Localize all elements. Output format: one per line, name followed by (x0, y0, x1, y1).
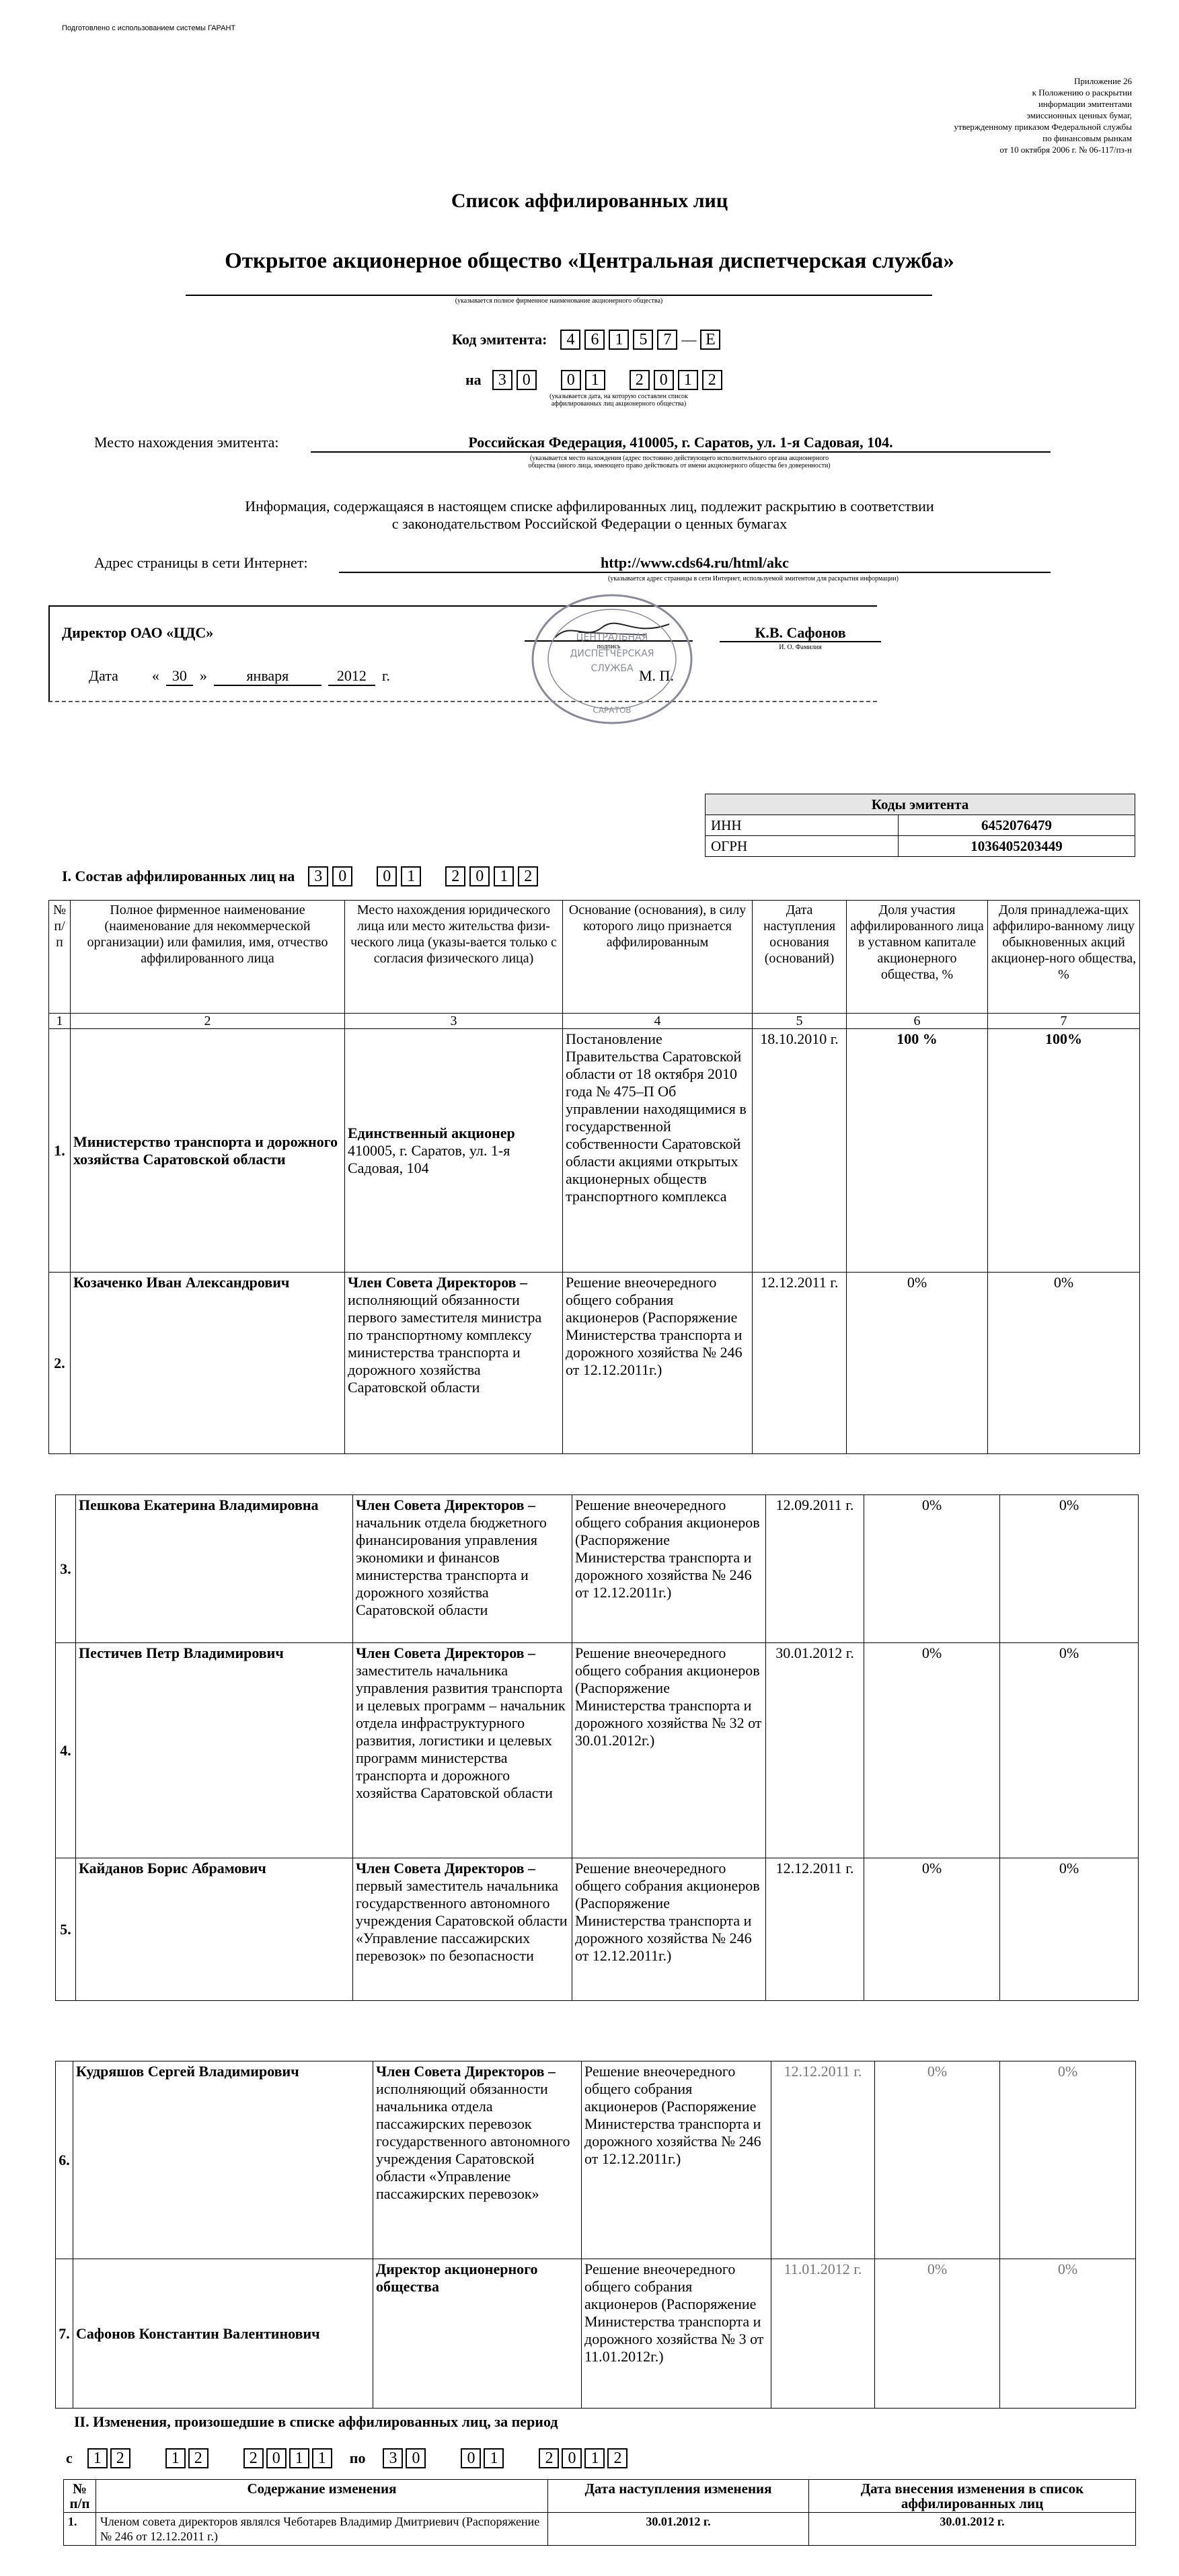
column-number-row (49, 1014, 1140, 1029)
seal-text: ДИСПЕТЧЕРСКАЯ (570, 648, 654, 659)
appendix-line: информации эмитентами (1038, 99, 1132, 109)
affiliate-date: 12.12.2011 г. (766, 1858, 864, 2001)
affiliate-place: заместитель начальника управления развития транспорта и целевых программ – начальник отдела инфраструктурного развития, логистики и целевых программ министерства транспорта и дорожного хозяйства Саратовской области (356, 1662, 566, 1801)
affiliate-place-cell (353, 1858, 572, 2001)
change-entry-date: 30.01.2012 г. (809, 2513, 1136, 2546)
affiliate-place: начальник отдела бюджетного финансирования управления экономики и финансов министерства транспорта и дорожного хозяйства Саратовской области (356, 1514, 547, 1618)
col-number: 7 (988, 1014, 1140, 1029)
affiliate-stock: 100% (988, 1029, 1140, 1273)
affiliate-stock: 0% (1000, 1643, 1139, 1858)
appendix-line: эмиссионных ценных бумаг, (1026, 110, 1132, 120)
col-number: 5 (753, 1014, 847, 1029)
location-value: Российская Федерация, 410005, г. Саратов, ул. 1-я Садовая, 104. (311, 434, 1051, 453)
company-name-caption: (указывается полное фирменное наименование акционерного общества) (455, 297, 663, 305)
date-digit: 2 (445, 866, 465, 886)
date-digit: 1 (165, 2448, 186, 2468)
affiliate-date: 11.01.2012 г. (771, 2259, 875, 2409)
affiliate-place-cell (345, 1273, 563, 1454)
code-value: 6452076479 (899, 815, 1135, 836)
date-digit: 1 (678, 370, 698, 390)
affiliate-share: 0% (864, 1495, 1000, 1643)
section1-heading (62, 866, 538, 886)
issuer-code (452, 330, 720, 350)
date-digit: 2 (702, 370, 722, 390)
affiliate-role: Директор акционерного общества (376, 2261, 538, 2295)
code-digit: 5 (633, 330, 653, 350)
date-digit: 0 (406, 2448, 426, 2468)
date-digit: 0 (561, 370, 581, 390)
date-digit: 3 (383, 2448, 403, 2468)
col-number: 4 (563, 1014, 753, 1029)
col-header: Доля принадлежа-щих аффилиро-ванному лицу обыкновенных акций акционер-ного общества, % (988, 901, 1140, 1014)
date-digit: 1 (484, 2448, 504, 2468)
appendix-line: утвержденному приказом Федеральной службы (954, 122, 1132, 132)
location-label: Место нахождения эмитента: (94, 434, 279, 451)
col-header: Основание (основания), в силу которого лицо признается аффилированным (563, 901, 753, 1014)
changes-col-header: № п/п (64, 2480, 96, 2513)
col-number: 3 (345, 1014, 563, 1029)
period-from-label: с (66, 2450, 73, 2466)
affiliate-name: Пестичев Петр Владимирович (76, 1643, 353, 1858)
code-digit: 4 (560, 330, 580, 350)
affiliate-share: 0% (847, 1273, 988, 1454)
date-digit: 2 (518, 866, 538, 886)
affiliate-date: 12.12.2011 г. (753, 1273, 847, 1454)
date-digit: 0 (469, 866, 490, 886)
date-year: 2012 (328, 667, 375, 686)
change-date: 30.01.2012 г. (548, 2513, 809, 2546)
date-digit: 1 (585, 370, 605, 390)
affiliate-stock: 0% (1000, 2259, 1136, 2409)
changes-col-header: Дата наступления изменения (548, 2480, 809, 2513)
disclosure-line: с законодательством Российской Федерации о ценных бумагах (391, 515, 788, 532)
disclosure-line: Информация, содержащаяся в настоящем списке аффилированных лиц, подлежит раскрытию в соответствии (245, 498, 934, 515)
codes-row (706, 836, 1135, 857)
as-of-date (465, 370, 722, 390)
code-name: ОГРН (706, 836, 899, 857)
date-digit: 2 (110, 2448, 130, 2468)
affiliate-place-cell (373, 2061, 582, 2259)
seal-text: САРАТОВ (593, 706, 632, 715)
code-digit: 1 (609, 330, 629, 350)
code-dash: — (681, 331, 697, 348)
section2-title: II. Изменения, произошедшие в списке аффилированных лиц, за период (74, 2413, 558, 2430)
code-digit: 6 (584, 330, 605, 350)
col-header: Место нахождения юридического лица или место жительства физи-ческого лица (указы-вается только с согласия физического лица) (345, 901, 563, 1014)
col-header: Дата наступления основания (оснований) (753, 901, 847, 1014)
affiliate-share: 0% (864, 1858, 1000, 2001)
as-of-label: на (465, 371, 482, 388)
affiliate-stock: 0% (1000, 2061, 1136, 2259)
row-number: 1. (49, 1029, 71, 1273)
affiliate-role: Член Совета Директоров – (356, 1860, 536, 1877)
affiliate-date: 18.10.2010 г. (753, 1029, 847, 1273)
signature-date (89, 667, 390, 686)
row-number: 6. (56, 2061, 73, 2259)
appendix-line: от 10 октября 2006 г. № 06-117/пз-н (999, 145, 1132, 155)
table-row (56, 2259, 1136, 2409)
row-number: 2. (49, 1273, 71, 1454)
table-row (56, 1643, 1139, 1858)
website-caption: (указывается адрес страницы в сети Интернет, используемой эмитентом для раскрытия информации) (608, 575, 899, 582)
table-row (56, 2061, 1136, 2259)
row-number: 7. (56, 2259, 73, 2409)
company-seal-icon (511, 592, 713, 726)
signer-name: К.В. Сафонов (755, 624, 846, 641)
changes-table (63, 2479, 1136, 2546)
table-row (49, 1273, 1140, 1454)
disclosure-note (0, 498, 1179, 533)
as-of-caption-line: аффилированных лиц акционерного общества) (551, 400, 687, 408)
code-digit: 7 (657, 330, 677, 350)
affiliates-table-part2 (55, 1494, 1139, 2001)
issuer-codes-table (705, 794, 1135, 857)
code-name: ИНН (706, 815, 899, 836)
affiliate-basis: Решение внеочередного общего собрания акционеров (Распоряжение Министерства транспорта и дорожного хозяйства № 246 от 12.12.2011г.) (582, 2061, 771, 2259)
affiliate-name: Пешкова Екатерина Владимировна (76, 1495, 353, 1643)
date-digit: 0 (562, 2448, 582, 2468)
date-quote-open: « (151, 667, 159, 684)
affiliate-place: 410005, г. Саратов, ул. 1-я Садовая, 104 (348, 1141, 510, 1176)
location-caption (404, 455, 955, 469)
date-label: Дата (89, 667, 118, 684)
changes-header-row (64, 2480, 1136, 2513)
date-digit: 2 (243, 2448, 264, 2468)
affiliate-stock: 0% (1000, 1495, 1139, 1643)
signature-caption: подпись (597, 643, 621, 650)
affiliate-place-cell (353, 1643, 572, 1858)
date-digit: 2 (539, 2448, 559, 2468)
appendix-line: к Положению о раскрытии (1032, 87, 1132, 98)
location-caption-line: (указывается место нахождения (адрес постоянно действующего исполнительного органа акционерного (529, 455, 829, 462)
affiliate-stock: 0% (1000, 1858, 1139, 2001)
code-value: 1036405203449 (899, 836, 1135, 857)
affiliate-place: исполняющий обязанности первого заместителя министра по транспортному комплексу министерства транспорта и дорожного хозяйства Саратовской области (348, 1291, 542, 1396)
affiliate-name: Сафонов Константин Валентинович (73, 2259, 373, 2409)
section1-title: I. Состав аффилированных лиц на (62, 868, 295, 884)
seal-text: ЦЕНТРАЛЬНАЯ (576, 632, 648, 643)
appendix-line: по финансовым рынкам (1042, 133, 1132, 143)
date-digit: 1 (584, 2448, 605, 2468)
website-value[interactable]: http://www.cds64.ru/html/akc (339, 554, 1051, 573)
date-digit: 2 (188, 2448, 208, 2468)
date-digit: 0 (332, 866, 352, 886)
table-row (49, 1029, 1140, 1273)
affiliate-share: 0% (875, 2259, 1000, 2409)
codes-header: Коды эмитента (706, 794, 1135, 815)
location-caption-line: общества (иного лица, имеющего право действовать от имени акционерного общества без доверенности) (528, 462, 831, 469)
affiliate-role: Член Совета Директоров – (356, 1644, 536, 1661)
date-digit: 0 (266, 2448, 287, 2468)
affiliate-name: Кайданов Борис Абрамович (76, 1858, 353, 2001)
appendix-line: Приложение 26 (1073, 76, 1132, 86)
affiliate-stock: 0% (988, 1273, 1140, 1454)
date-digit: 0 (377, 866, 397, 886)
affiliate-basis: Решение внеочередного общего собрания акционеров (Распоряжение Министерства транспорта и дорожного хозяйства № 32 от 30.01.2012г.) (572, 1643, 766, 1858)
change-content: Членом совета директоров являлся Чеботарев Владимир Дмитриевич (Распоряжение № 246 от 12.12.2011 г.) (96, 2513, 548, 2546)
affiliate-name: Козаченко Иван Александрович (71, 1273, 345, 1454)
col-header: № п/п (49, 901, 71, 1014)
changes-col-header: Дата внесения изменения в список аффилированных лиц (809, 2480, 1136, 2513)
document-title: Список аффилированных лиц (451, 190, 728, 212)
date-month: января (214, 667, 321, 686)
date-digit: 0 (517, 370, 537, 390)
date-digit: 3 (492, 370, 512, 390)
date-digit: 1 (289, 2448, 309, 2468)
date-digit: 3 (308, 866, 328, 886)
table-header-row (49, 901, 1140, 1014)
table-row (64, 2513, 1136, 2546)
row-number: 3. (56, 1495, 76, 1643)
col-number: 1 (49, 1014, 71, 1029)
date-digit: 2 (607, 2448, 627, 2468)
garant-note: Подготовлено с использованием системы ГАРАНТ (62, 24, 236, 32)
date-digit: 1 (312, 2448, 332, 2468)
affiliate-share: 0% (875, 2061, 1000, 2259)
affiliate-place: первый заместитель начальника государственного автономного учреждения Саратовской области «Управление пассажирских перевозок» по безопасности (356, 1877, 568, 1964)
affiliate-share: 0% (864, 1643, 1000, 1858)
col-header: Полное фирменное наименование (наименование для некоммерческой организации) или фамилия, имя, отчество аффилированного лица (71, 901, 345, 1014)
company-name: Открытое акционерное общество «Центральная диспетчерская служба» (225, 249, 954, 273)
affiliates-table-part3 (55, 2061, 1136, 2409)
affiliate-place-cell (353, 1495, 572, 1643)
affiliate-basis: Решение внеочередного общего собрания акционеров (Распоряжение Министерства транспорта и дорожного хозяйства № 246 от 12.12.2011г.) (572, 1495, 766, 1643)
affiliate-basis: Решение внеочередного общего собрания акционеров (Распоряжение Министерства транспорта и дорожного хозяйства № 246 от 12.12.2011г.) (563, 1273, 753, 1454)
affiliate-basis: Решение внеочередного общего собрания акционеров (Распоряжение Министерства транспорта и дорожного хозяйства № 3 от 11.01.2012г.) (582, 2259, 771, 2409)
affiliate-place-cell (373, 2259, 582, 2409)
col-number: 6 (847, 1014, 988, 1029)
affiliate-date: 30.01.2012 г. (766, 1643, 864, 1858)
seal-text: СЛУЖБА (591, 663, 634, 674)
affiliate-basis: Решение внеочередного общего собрания акционеров (Распоряжение Министерства транспорта и дорожного хозяйства № 246 от 12.12.2011г.) (572, 1858, 766, 2001)
affiliate-place-cell (345, 1029, 563, 1273)
affiliate-role: Член Совета Директоров – (348, 1274, 528, 1291)
col-number: 2 (71, 1014, 345, 1029)
period-to-label: по (349, 2450, 366, 2466)
affiliate-date: 12.09.2011 г. (766, 1495, 864, 1643)
row-number: 4. (56, 1643, 76, 1858)
website-label: Адрес страницы в сети Интернет: (94, 554, 308, 571)
affiliate-share: 100 % (847, 1029, 988, 1273)
affiliate-name: Министерство транспорта и дорожного хозяйства Саратовской области (71, 1029, 345, 1273)
affiliate-date: 12.12.2011 г. (771, 2061, 875, 2259)
affiliate-basis: Постановление Правительства Саратовской области от 18 октября 2010 года № 475–П Об управлении находящимися в государственной собственности Саратовской области акциями открытых акционерных обществ транспортного комплекса (563, 1029, 753, 1273)
stamp-mark: М. П. (639, 667, 674, 684)
changes-col-header: Содержание изменения (96, 2480, 548, 2513)
date-day: 30 (166, 667, 193, 686)
affiliate-place: исполняющий обязанности начальника отдела пассажирских перевозок государственного автономного учреждения Саратовской области «Управление пассажирских перевозок» (376, 2080, 570, 2202)
date-suffix: г. (381, 667, 390, 684)
company-name-underline (186, 295, 932, 296)
appendix-block (890, 75, 1132, 155)
date-digit: 1 (494, 866, 514, 886)
row-number: 5. (56, 1858, 76, 2001)
code-letter: Е (700, 330, 720, 350)
table-row (56, 1495, 1139, 1643)
table-row (56, 1858, 1139, 2001)
as-of-caption (498, 393, 740, 408)
signer-position: Директор ОАО «ЦДС» (62, 624, 214, 641)
signature-frame (48, 605, 877, 702)
affiliates-table-part1 (48, 900, 1140, 1454)
affiliate-role: Член Совета Директоров – (376, 2063, 556, 2080)
section2-period (66, 2448, 627, 2468)
date-digit: 0 (654, 370, 674, 390)
signer-name-caption: И. О. Фамилия (779, 644, 822, 651)
date-digit: 1 (401, 866, 421, 886)
date-quote-close: » (199, 667, 207, 684)
affiliate-role: Член Совета Директоров – (356, 1497, 536, 1513)
affiliate-role: Единственный акционер (348, 1124, 515, 1141)
col-header: Доля участия аффилированного лица в уставном капитале акционерного общества, % (847, 901, 988, 1014)
affiliate-name: Кудряшов Сергей Владимирович (73, 2061, 373, 2259)
signer-name-line (720, 641, 881, 642)
as-of-caption-line: (указывается дата, на которую составлен список (549, 393, 688, 400)
codes-row (706, 815, 1135, 836)
date-digit: 1 (87, 2448, 108, 2468)
date-digit: 2 (630, 370, 650, 390)
issuer-code-label: Код эмитента: (452, 331, 547, 348)
change-number: 1. (64, 2513, 96, 2546)
date-digit: 0 (461, 2448, 481, 2468)
